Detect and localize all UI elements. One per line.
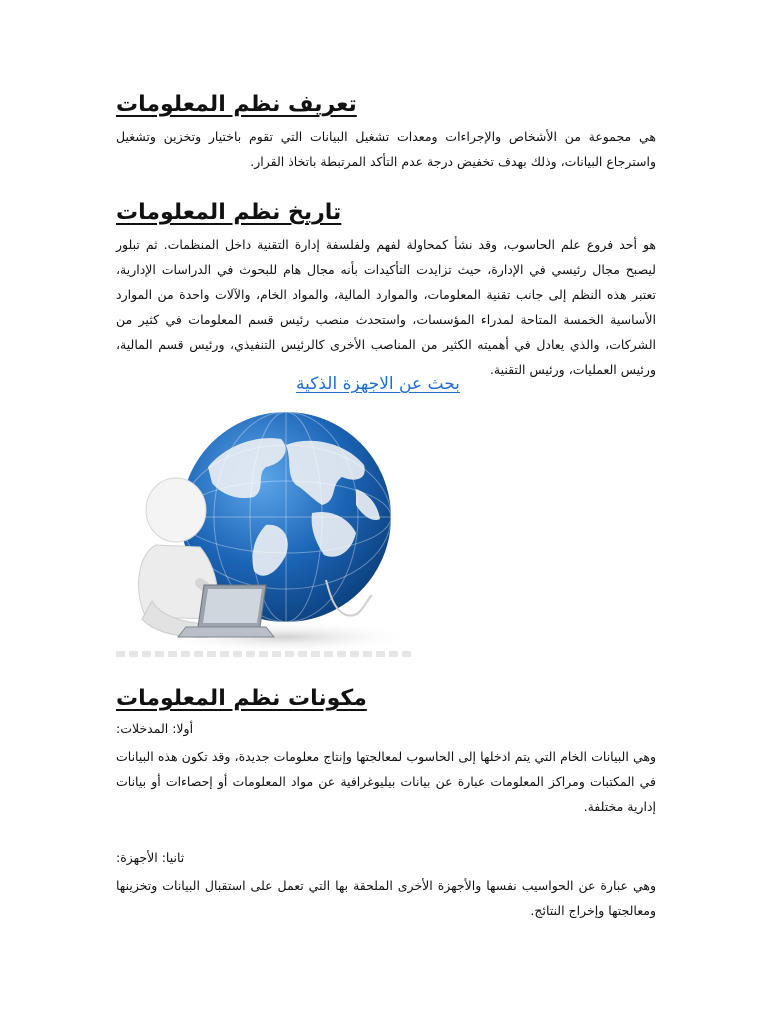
heading-history: تاريخ نظم المعلومات bbox=[116, 200, 342, 225]
smart-devices-link[interactable]: بحث عن الاجهزة الذكية bbox=[296, 374, 460, 394]
inputs-paragraph: وهي البيانات الخام التي يتم ادخلها إلى الحاسوب لمعالجتها وإنتاج معلومات جديدة، وقد تكون هذه البيانات في المكتبات ومراكز المعلومات عبارة عن بيانات بيليوغرافية عن مواد المعلومات أو إحصاءات أو بيانات إدارية مختلفة. bbox=[116, 749, 656, 814]
definition-paragraph: هي مجموعة من الأشخاص والإجراءات ومعدات تشغيل البيانات التي تقوم باختيار وتخزين وتشغيل واسترجاع البيانات، وذلك بهدف تخفيض درجة عدم التأكد المرتبطة باتخاذ القرار. bbox=[116, 129, 656, 169]
definition-section bbox=[116, 124, 656, 174]
history-paragraph: هو أحد فروع علم الحاسوب، وقد نشأ كمحاولة لفهم ولفلسفة إدارة التقنية داخل المنظمات. ثم تبلور ليصبح مجال رئيسي في الإدارة، حيث تزايدت التأكيدات بأنه مجال هام للبحوث في الدراسات الإدارية، تعتبر هذه النظم إلى جانب تقنية المعلومات، والموارد المالية، والمواد الخام، والآلات واحدة من الموارد الأساسية الخمسة المتاحة لمدراء المؤسسات، واستحدث منصب رئيس قسم المعلومات في كثير من الشركات، والذي يعادل في أهميته الكثير من المناصب الأخرى كالرئيس التنفيذي، ورئيس قسم المالية، ورئيس العمليات، ورئيس التقنية. bbox=[116, 237, 656, 377]
heading-components: مكونات نظم المعلومات bbox=[116, 686, 367, 711]
globe-person-laptop-icon bbox=[116, 405, 416, 660]
inputs-label: أولا: المدخلات: bbox=[116, 721, 194, 736]
components-section bbox=[116, 718, 656, 923]
globe-illustration bbox=[116, 405, 416, 660]
dotted-divider bbox=[116, 651, 411, 657]
hardware-label: ثانيا: الأجهزة: bbox=[116, 850, 185, 865]
hardware-paragraph: وهي عبارة عن الحواسيب نفسها والأجهزة الأخرى الملحقة بها التي تعمل على استقبال البيانات وتخزينها ومعالجتها وإخراج النتائج. bbox=[116, 878, 656, 918]
heading-definition: تعريف نظم المعلومات bbox=[116, 92, 357, 117]
history-section bbox=[116, 232, 656, 382]
